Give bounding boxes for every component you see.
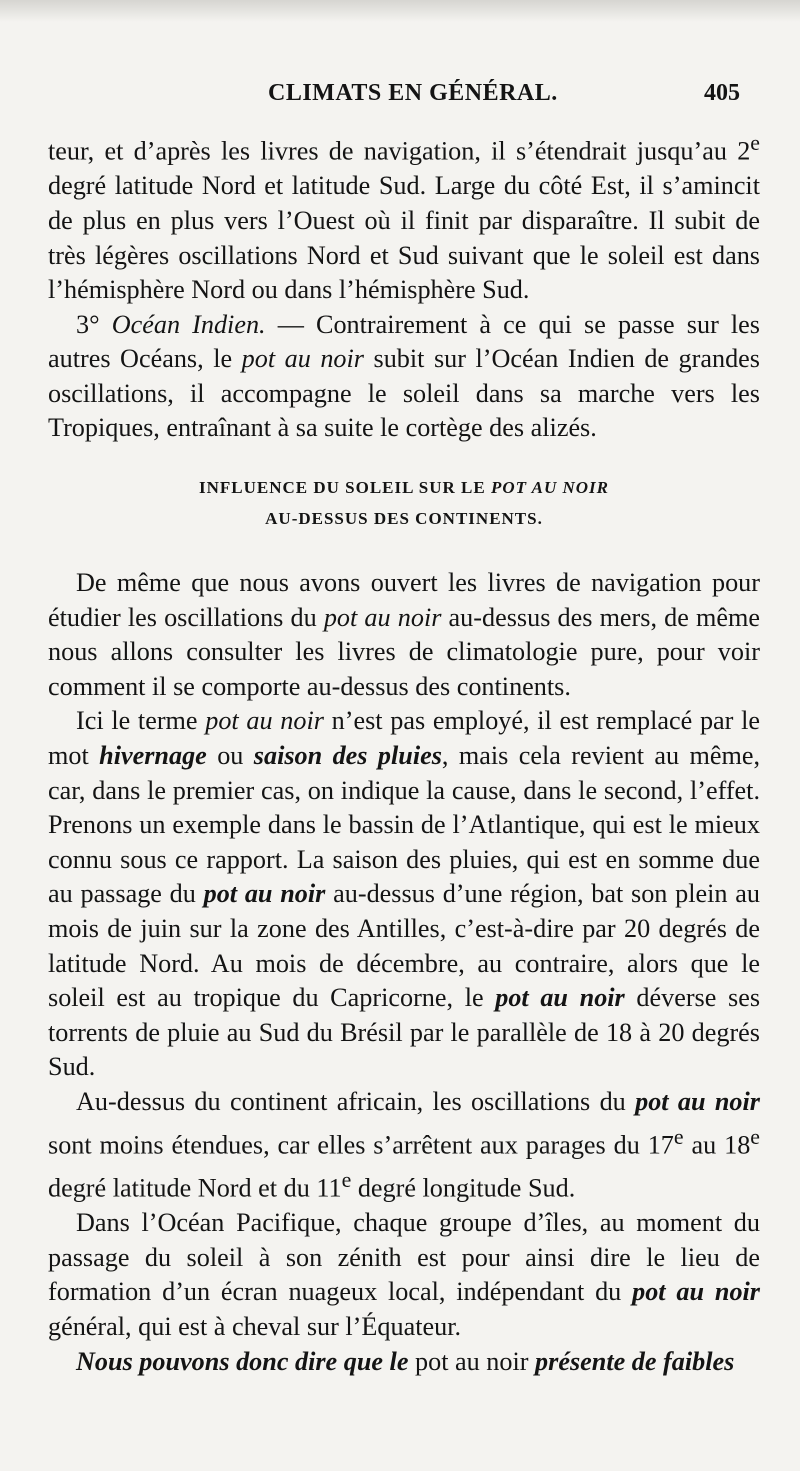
paragraph-hivernage: Ici le terme pot au noir n’est pas employé, il est remplacé par le mot hivernage ou saison des pluies, mais cela revient au même, car, dans le premier cas, on indique la cause, dans le second, l’effet. Prenons un exemple dans le bassin de l’Atlantique, qui est le mieux connu sous ce rapport. La saison des pluies, qui est en somme due au passage du pot au noir au-dessus d’une région, bat son plein au mois de juin sur la zone des Antilles, c’est-à-dire par 20 degrés de latitude Nord. Au mois de décembre, au contraire, alors que le soleil est au tropique du Capricorne, le pot au noir déverse ses torrents de pluie au Sud du Brésil par le parallèle de 18 à 20 degrés Sud. <box>48 706 761 1082</box>
page-number: 405 <box>704 80 740 106</box>
section-heading-line-2: AU-DESSUS DES CONTINENTS. <box>265 509 543 528</box>
header-title: CLIMATS EN GÉNÉRAL. <box>268 80 558 106</box>
paragraph-africa: Au-dessus du continent africain, les oscillations du pot au noir sont moins étendues, car elles s’arrêtent aux parages du 17e au 18e degré latitude Nord et du 11e degré longitude Sud. <box>48 1086 760 1203</box>
running-header <box>0 80 800 116</box>
paragraph-ocean-indien: 3° Océan Indien. — Contrairement à ce qui se passe sur les autres Océans, le pot au noir subit sur l’Océan Indien de grandes oscillations, il accompagne le soleil dans sa marche vers les Tropiques, entraînant à sa suite le cortège des alizés. <box>48 309 760 443</box>
paragraph-pacific: Dans l’Océan Pacifique, chaque groupe d’îles, au moment du passage du soleil à son zénith est pour ainsi dire le lieu de formation d’un écran nuageux local, indépendant du pot au noir général, qui est à cheval sur l’Équateur. <box>48 1208 760 1341</box>
body-text-block <box>48 566 760 1379</box>
paragraph-conclusion: Nous pouvons donc dire que le pot au noir présente de faibles <box>76 1346 735 1376</box>
paragraph-intro-continents: De même que nous avons ouvert les livres de navigation pour étudier les oscillations du pot au noir au-dessus des mers, de même nous allons consulter les livres de climatologie pure, pour voir comment il se comporte au-dessus des continents. <box>48 568 760 701</box>
intro-text-block <box>48 126 760 446</box>
paragraph-atlantic-end: teur, et d’après les livres de navigation, il s’étendrait jusqu’au 2e degré latitude Nord et latitude Sud. Large du côté Est, il s’amincit de plus en plus vers l’Ouest où il finit par disparaître. Il subit de très légères oscillations Nord et Sud suivant que le soleil est dans l’hémisphère Nord ou dans l’hémisphère Sud. <box>48 131 760 305</box>
section-heading-line-1: INFLUENCE DU SOLEIL SUR LE POT AU NOIR <box>198 478 610 497</box>
scan-edge-shadow <box>0 0 800 22</box>
